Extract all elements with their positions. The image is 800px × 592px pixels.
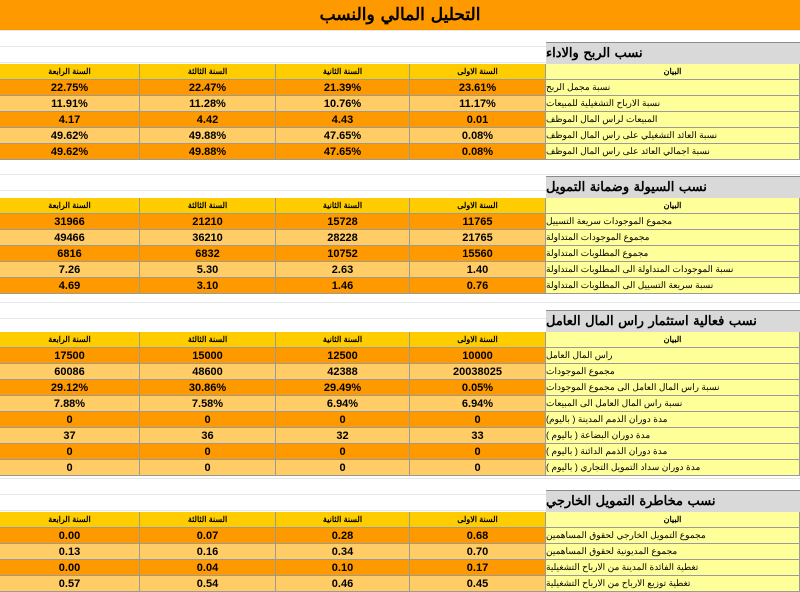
value-cell[interactable]: 15000 [140,348,276,364]
grid-line [0,174,800,175]
value-cell[interactable]: 0.04 [140,560,276,576]
table-row [0,246,800,262]
value-cell[interactable]: 0 [0,460,140,476]
value-cell[interactable]: 29.12% [0,380,140,396]
value-cell[interactable]: 4.43 [276,112,410,128]
row-label-cell[interactable]: مدة دوران الذمم الدائنة ( باليوم ) [546,444,800,460]
value-cell[interactable]: 6816 [0,246,140,262]
value-cell[interactable]: 0.16 [140,544,276,560]
column-header-cell[interactable]: السنة الثالثة [140,512,276,528]
value-cell[interactable]: 23.61% [410,80,546,96]
value-cell[interactable]: 49466 [0,230,140,246]
column-header-cell[interactable]: السنة الرابعة [0,198,140,214]
column-header-row [0,64,800,80]
table-row [0,348,800,364]
section-title: نسب السيولة وضمانة التمويل [546,176,800,198]
value-cell[interactable]: 6.94% [410,396,546,412]
value-cell[interactable]: 28228 [276,230,410,246]
value-cell[interactable]: 11765 [410,214,546,230]
table-row [0,576,800,592]
column-header-cell[interactable]: السنة الثالثة [140,198,276,214]
value-cell[interactable]: 12500 [276,348,410,364]
value-cell[interactable]: 0.01 [410,112,546,128]
value-cell[interactable]: 4.42 [140,112,276,128]
value-cell[interactable]: 21765 [410,230,546,246]
value-cell[interactable]: 11.28% [140,96,276,112]
value-cell[interactable]: 11.17% [410,96,546,112]
column-header-row [0,332,800,348]
value-cell[interactable]: 0 [410,412,546,428]
value-cell[interactable]: 0.68 [410,528,546,544]
column-header-cell[interactable]: السنة الثانية [276,64,410,80]
grid-line [0,478,800,479]
value-cell[interactable]: 49.88% [140,128,276,144]
column-header-cell[interactable]: السنة الاولى [410,64,546,80]
value-cell[interactable]: 37 [0,428,140,444]
value-cell[interactable]: 0.54 [140,576,276,592]
table-row [0,444,800,460]
row-label-cell[interactable]: تغطية الفائدة المدينة من الارباح التشغيلية [546,560,800,576]
table-row [0,96,800,112]
table-row [0,144,800,160]
table-row [0,278,800,294]
row-label-cell[interactable]: مجموع الموجودات [546,364,800,380]
value-cell[interactable]: 2.63 [276,262,410,278]
value-cell[interactable]: 0 [140,412,276,428]
value-cell[interactable]: 6832 [140,246,276,262]
table-row [0,128,800,144]
section-title: نسب فعالية استثمار راس المال العامل [546,310,800,332]
table-row [0,230,800,246]
value-cell[interactable]: 1.46 [276,278,410,294]
value-cell[interactable]: 21210 [140,214,276,230]
value-cell[interactable]: 49.62% [0,144,140,160]
value-cell[interactable]: 31966 [0,214,140,230]
row-label-cell[interactable]: نسبة اجمالي العائد على راس المال الموظف [546,144,800,160]
value-cell[interactable]: 15560 [410,246,546,262]
section-title: نسب مخاطرة التمويل الخارجي [546,490,800,512]
row-label-cell[interactable]: نسبة الارباح التشغيلية للمبيعات [546,96,800,112]
row-label-cell[interactable]: نسبة مجمل الربح [546,80,800,96]
table-row [0,112,800,128]
column-header-cell[interactable]: البيان [546,332,800,348]
column-header-cell[interactable]: السنة الرابعة [0,64,140,80]
value-cell[interactable]: 0 [276,444,410,460]
value-cell[interactable]: 60086 [0,364,140,380]
value-cell[interactable]: 21.39% [276,80,410,96]
column-header-cell[interactable]: البيان [546,512,800,528]
value-cell[interactable]: 33 [410,428,546,444]
value-cell[interactable]: 47.65% [276,128,410,144]
value-cell[interactable]: 7.88% [0,396,140,412]
value-cell[interactable]: 0.17 [410,560,546,576]
value-cell[interactable]: 20038025 [410,364,546,380]
row-label-cell[interactable]: مجموع التمويل الخارجي لحقوق المساهمين [546,528,800,544]
table-row [0,412,800,428]
value-cell[interactable]: 0.07 [140,528,276,544]
column-header-row [0,198,800,214]
row-label-cell[interactable]: المبيعات لراس المال الموظف [546,112,800,128]
column-header-cell[interactable]: السنة الاولى [410,198,546,214]
table-row [0,544,800,560]
value-cell[interactable]: 0.28 [276,528,410,544]
column-header-cell[interactable]: السنة الرابعة [0,512,140,528]
value-cell[interactable]: 0.05% [410,380,546,396]
row-label-cell[interactable]: نسبة راس المال العامل الى مجموع الموجودات [546,380,800,396]
column-header-cell[interactable]: السنة الاولى [410,332,546,348]
table-row [0,80,800,96]
table-row [0,364,800,380]
value-cell[interactable]: 15728 [276,214,410,230]
value-cell[interactable]: 0 [276,460,410,476]
row-label-cell[interactable]: راس المال العامل [546,348,800,364]
value-cell[interactable]: 7.26 [0,262,140,278]
value-cell[interactable]: 0 [140,460,276,476]
value-cell[interactable]: 0.34 [276,544,410,560]
value-cell[interactable]: 0 [140,444,276,460]
value-cell[interactable]: 11.91% [0,96,140,112]
row-label-cell[interactable]: مدة دوران الذمم المدينة ( باليوم) [546,412,800,428]
row-label-cell[interactable]: نسبة سريعة التسييل الى المطلوبات المتداولة [546,278,800,294]
column-header-cell[interactable]: السنة الثانية [276,198,410,214]
row-label-cell[interactable]: مجموع الموجودات سريعة التسييل [546,214,800,230]
value-cell[interactable]: 48600 [140,364,276,380]
value-cell[interactable]: 0 [410,444,546,460]
value-cell[interactable]: 10000 [410,348,546,364]
column-header-cell[interactable]: السنة الثالثة [140,64,276,80]
value-cell[interactable]: 4.17 [0,112,140,128]
value-cell[interactable]: 0.70 [410,544,546,560]
column-header-cell[interactable]: البيان [546,64,800,80]
value-cell[interactable]: 0 [0,444,140,460]
value-cell[interactable]: 10752 [276,246,410,262]
value-cell[interactable]: 49.62% [0,128,140,144]
value-cell[interactable]: 0 [0,412,140,428]
sheet-title: التحليل المالي والنسب [0,0,800,31]
value-cell[interactable]: 1.40 [410,262,546,278]
column-header-cell[interactable]: السنة الثانية [276,332,410,348]
value-cell[interactable]: 22.47% [140,80,276,96]
value-cell[interactable]: 0.00 [0,528,140,544]
value-cell[interactable]: 0.76 [410,278,546,294]
value-cell[interactable]: 0.00 [0,560,140,576]
value-cell[interactable]: 36210 [140,230,276,246]
value-cell[interactable]: 10.76% [276,96,410,112]
value-cell[interactable]: 0.08% [410,144,546,160]
section-title: نسب الربح والاداء [546,42,800,64]
value-cell[interactable]: 6.94% [276,396,410,412]
value-cell[interactable]: 0.57 [0,576,140,592]
value-cell[interactable]: 0.08% [410,128,546,144]
value-cell[interactable]: 36 [140,428,276,444]
column-header-cell[interactable]: السنة الثالثة [140,332,276,348]
value-cell[interactable]: 32 [276,428,410,444]
value-cell[interactable]: 0 [276,412,410,428]
column-header-cell[interactable]: السنة الاولى [410,512,546,528]
value-cell[interactable]: 0 [410,460,546,476]
row-label-cell[interactable]: تغطية توزيع الارباح من الارباح التشغيلية [546,576,800,592]
table-row [0,460,800,476]
value-cell[interactable]: 47.65% [276,144,410,160]
value-cell[interactable]: 30.86% [140,380,276,396]
table-row [0,214,800,230]
column-header-row [0,512,800,528]
value-cell[interactable]: 49.88% [140,144,276,160]
row-label-cell[interactable]: مجموع المديونية لحقوق المساهمين [546,544,800,560]
value-cell[interactable]: 0.13 [0,544,140,560]
row-label-cell[interactable]: نسبة راس المال العامل الى المبيعات [546,396,800,412]
row-label-cell[interactable]: مجموع الموجودات المتداولة [546,230,800,246]
value-cell[interactable]: 17500 [0,348,140,364]
value-cell[interactable]: 29.49% [276,380,410,396]
value-cell[interactable]: 4.69 [0,278,140,294]
row-label-cell[interactable]: نسبة العائد التشغيلي على راس المال الموظف [546,128,800,144]
column-header-cell[interactable]: البيان [546,198,800,214]
value-cell[interactable]: 5.30 [140,262,276,278]
table-row [0,528,800,544]
row-label-cell[interactable]: نسبة الموجودات المتداولة الى المطلوبات المتداولة [546,262,800,278]
row-label-cell[interactable]: مجموع المطلوبات المتداولة [546,246,800,262]
row-label-cell[interactable]: مدة دوران سداد التمويل التجاري ( باليوم ) [546,460,800,476]
value-cell[interactable]: 42388 [276,364,410,380]
column-header-cell[interactable]: السنة الرابعة [0,332,140,348]
value-cell[interactable]: 0.10 [276,560,410,576]
grid-line [0,30,800,31]
table-row [0,380,800,396]
value-cell[interactable]: 0.46 [276,576,410,592]
value-cell[interactable]: 22.75% [0,80,140,96]
table-row [0,262,800,278]
grid-line [0,302,800,303]
value-cell[interactable]: 0.45 [410,576,546,592]
table-row [0,396,800,412]
table-row [0,560,800,576]
value-cell[interactable]: 7.58% [140,396,276,412]
table-row [0,428,800,444]
row-label-cell[interactable]: مدة دوران البضاعة ( باليوم ) [546,428,800,444]
value-cell[interactable]: 3.10 [140,278,276,294]
column-header-cell[interactable]: السنة الثانية [276,512,410,528]
